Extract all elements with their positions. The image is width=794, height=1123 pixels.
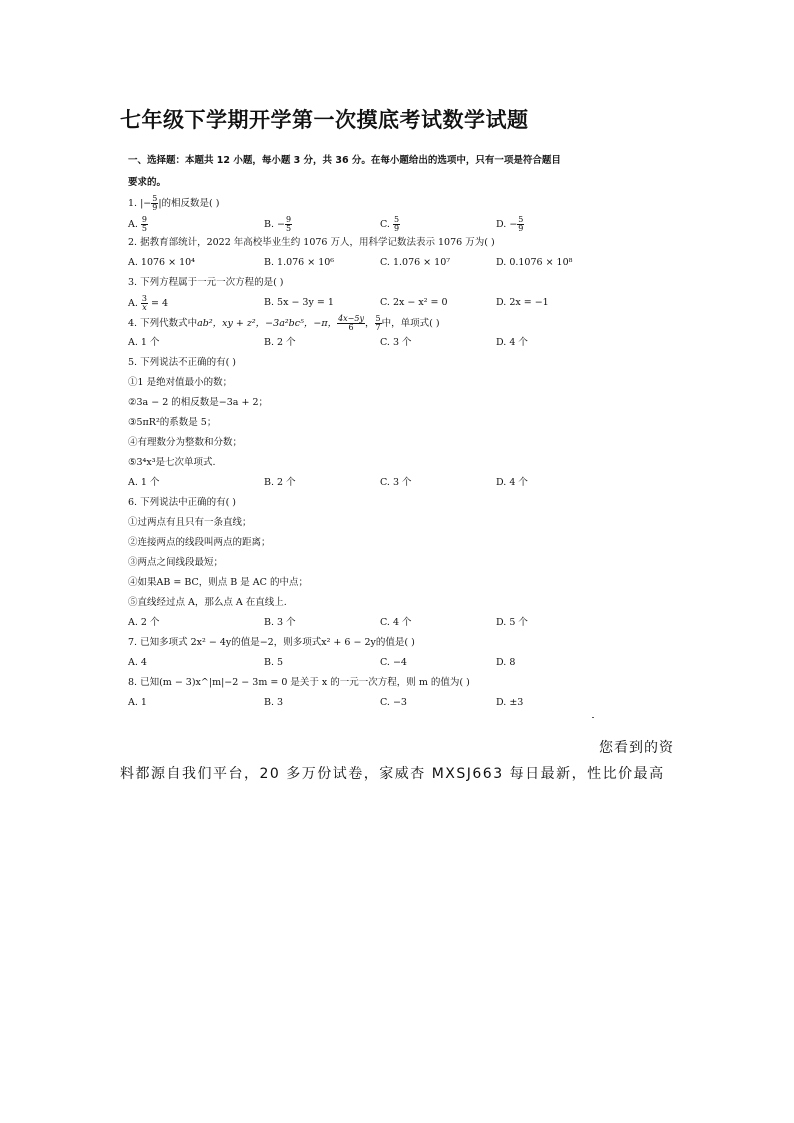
page-title: 七年级下学期开学第一次摸底考试数学试题: [120, 108, 529, 132]
question-1-option-a: A. $\frac{9}{5}$: [128, 215, 147, 233]
question-4-option-b: B. 2 个: [264, 337, 296, 348]
question-3-option-a: A. $\frac{3}{x}$ = 4: [128, 294, 169, 312]
question-6: 6. 下列说法中正确的有( ): [128, 497, 237, 508]
question-6-statement-1: ①过两点有且只有一条直线；: [128, 517, 252, 528]
question-1-option-b: B. − $\frac{9}{5}$: [264, 215, 292, 233]
question-6-statement-3: ③两点之间线段最短；: [128, 557, 224, 568]
question-2: 2. 据教育部统计，2022 年高校毕业生约 1076 万人，用科学记数法表示 1076 万为( ): [128, 237, 495, 248]
stray-mark: [592, 717, 594, 718]
question-7-option-d: D. 8: [496, 657, 516, 668]
question-3-option-c: C. 2x − x² = 0: [380, 297, 448, 308]
question-8-option-c: C. −3: [380, 697, 407, 708]
question-8-option-b: B. 3: [264, 697, 284, 708]
question-5-statement-4: ④有理数分为整数和分数；: [128, 437, 243, 448]
section-instructions-line1: 一、选择题：本题共 12 小题，每小题 3 分，共 36 分。在每小题给出的选项中，只有一项是符合题目: [128, 155, 561, 166]
question-5-option-b: B. 2 个: [264, 477, 296, 488]
question-4: 4. 下列代数式中ab²，xy + z²，−3a²bc⁵，−π， $\frac{4x-5y}{6}$ ， $\frac{5}{7}$ 中，单项式( ): [128, 314, 440, 332]
question-5-option-a: A. 1 个: [128, 477, 160, 488]
question-7-option-b: B. 5: [264, 657, 284, 668]
question-2-option-c: C. 1.076 × 10⁷: [380, 257, 451, 268]
question-1-option-c: C. $\frac{5}{9}$: [380, 215, 400, 233]
question-2-option-d: D. 0.1076 × 10⁸: [496, 257, 573, 268]
question-2-option-a: A. 1076 × 10⁴: [128, 257, 195, 268]
question-4-option-a: A. 1 个: [128, 337, 160, 348]
question-5-statement-2: ②3a − 2 的相反数是−3a + 2；: [128, 397, 268, 408]
footer-notice-line1: 您看到的资: [599, 740, 674, 756]
question-7-option-a: A. 4: [128, 657, 147, 668]
question-4-option-d: D. 4 个: [496, 337, 528, 348]
question-1-suffix: |的相反数是( ): [158, 198, 220, 209]
question-8: 8. 已知(m − 3)x^|m|−2 − 3m = 0 是关于 x 的一元一次方程，则 m 的值为( ): [128, 677, 470, 688]
question-5-option-d: D. 4 个: [496, 477, 528, 488]
question-1-prefix: 1. |−: [128, 198, 152, 209]
question-2-option-b: B. 1.076 × 10⁶: [264, 257, 335, 268]
question-5-option-c: C. 3 个: [380, 477, 412, 488]
question-6-statement-2: ②连接两点的线段叫两点的距离；: [128, 537, 271, 548]
question-1-fraction: $\frac{5}{9}$: [152, 194, 158, 212]
question-4-option-c: C. 3 个: [380, 337, 412, 348]
question-5-statement-3: ③5πR²的系数是 5；: [128, 417, 217, 428]
question-3-option-d: D. 2x = −1: [496, 297, 549, 308]
question-8-option-d: D. ±3: [496, 697, 524, 708]
question-8-option-a: A. 1: [128, 697, 147, 708]
question-1-option-d: D. − $\frac{5}{9}$: [496, 215, 524, 233]
question-6-statement-4: ④如果AB = BC，则点 B 是 AC 的中点；: [128, 577, 308, 588]
question-5-statement-5: ⑤3⁴x³是七次单项式.: [128, 457, 216, 468]
question-5: 5. 下列说法不正确的有( ): [128, 357, 237, 368]
question-7-option-c: C. −4: [380, 657, 407, 668]
question-6-option-a: A. 2 个: [128, 617, 160, 628]
question-6-option-c: C. 4 个: [380, 617, 412, 628]
question-5-statement-1: ①1 是绝对值最小的数；: [128, 377, 233, 388]
question-1: [128, 195, 219, 212]
question-3: 3. 下列方程属于一元一次方程的是( ): [128, 277, 284, 288]
question-6-statement-5: ⑤直线经过点 A，那么点 A 在直线上.: [128, 597, 287, 608]
footer-notice-line2: 料都源自我们平台，20 多万份试卷，家威杏 MXSJ663 每日最新，性比价最高: [120, 766, 665, 782]
question-6-option-b: B. 3 个: [264, 617, 296, 628]
question-7: 7. 已知多项式 2x² − 4y的值是−2，则多项式x² + 6 − 2y的值是( ): [128, 637, 415, 648]
section-instructions-line2: 要求的。: [128, 177, 167, 188]
question-3-option-b: B. 5x − 3y = 1: [264, 297, 334, 308]
question-6-option-d: D. 5 个: [496, 617, 528, 628]
